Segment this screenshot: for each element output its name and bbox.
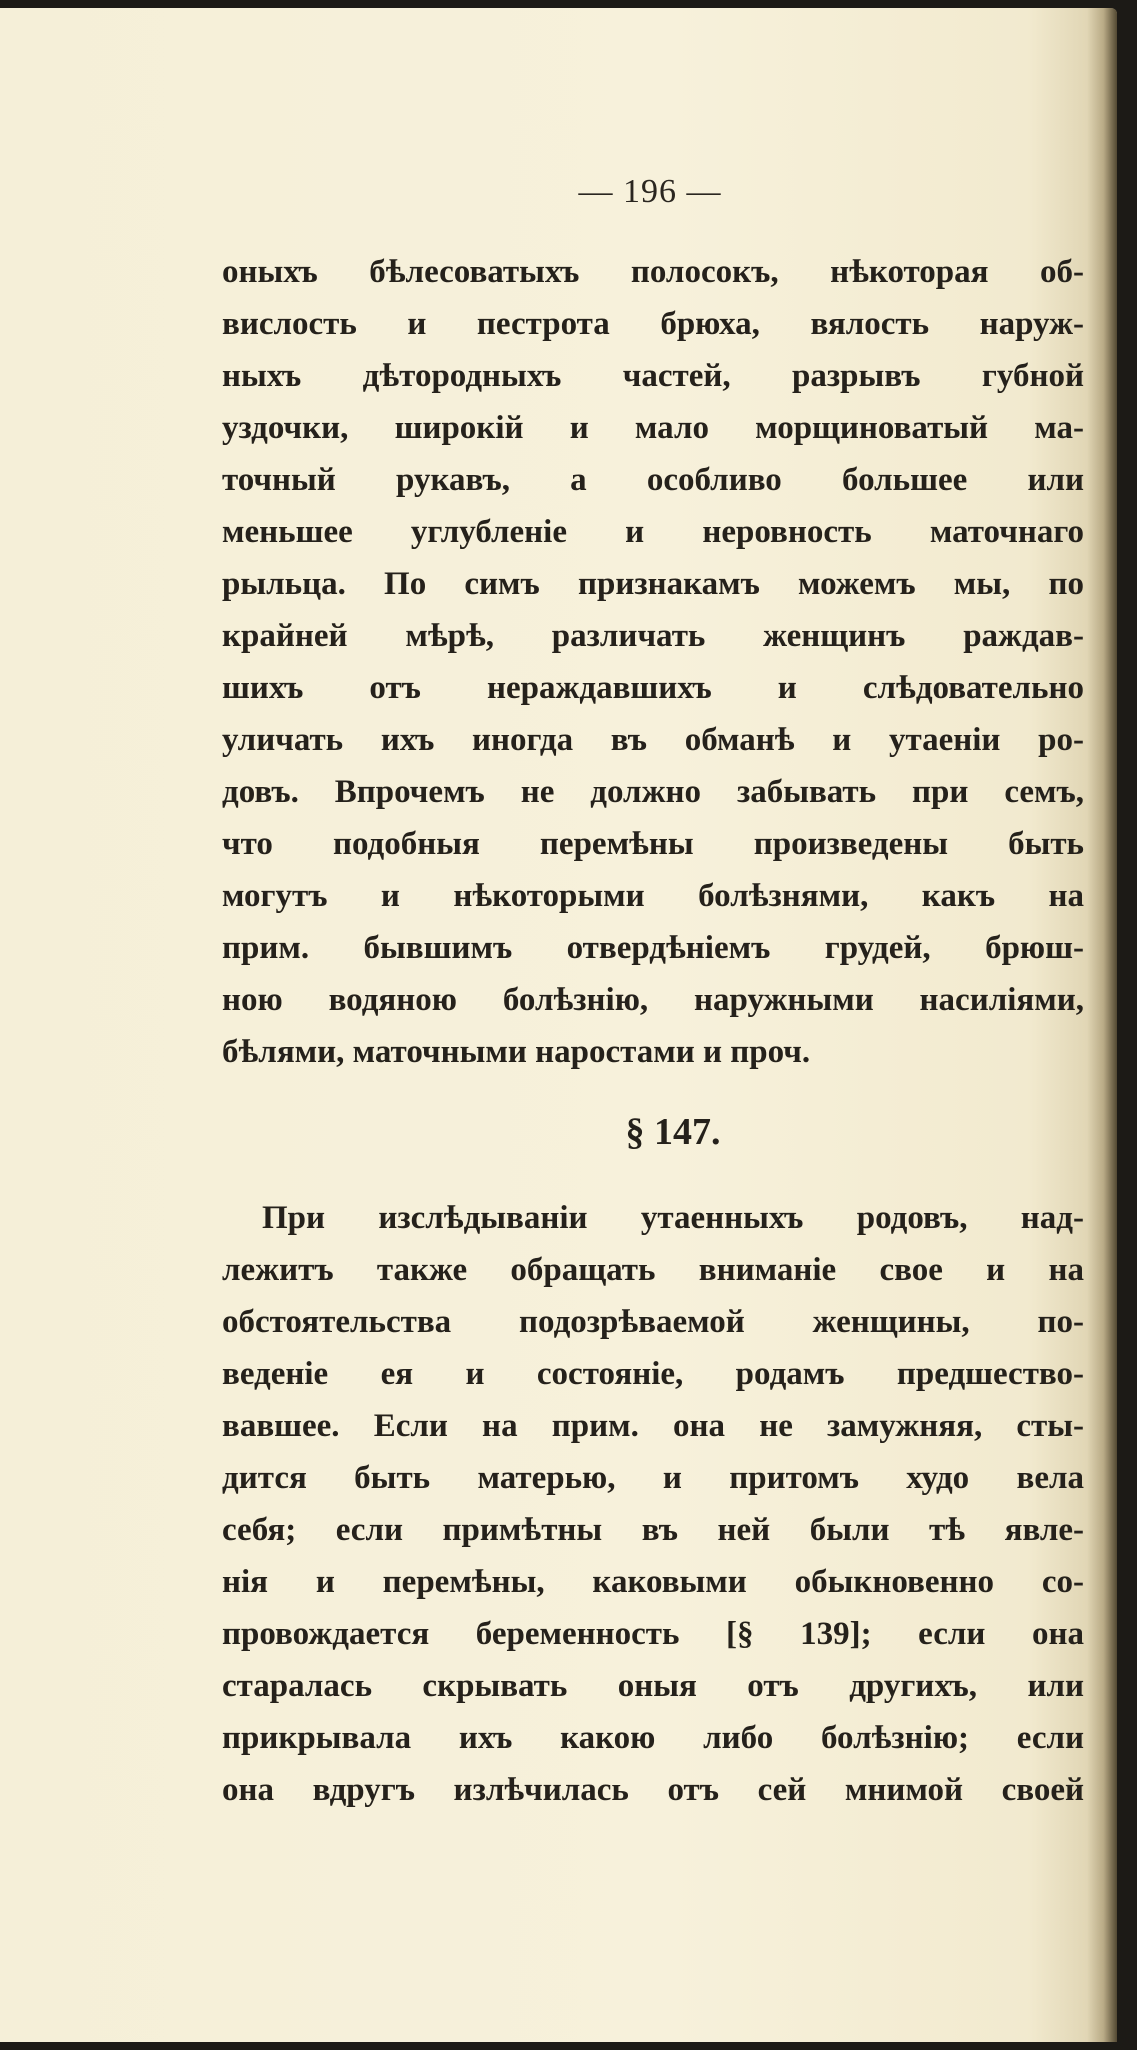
text-line: веденіе ея и состояніе, родамъ предшество- <box>222 1356 1084 1392</box>
text-line: что подобныя перемѣны произведены быть <box>222 826 1084 862</box>
text-line: обстоятельства подозрѣваемой женщины, по- <box>222 1304 1084 1340</box>
book-page <box>0 8 1117 2042</box>
paragraph-1 <box>222 246 1084 1078</box>
text-line: рыльца. По симъ признакамъ можемъ мы, по <box>222 566 1084 602</box>
text-line: уличать ихъ иногда въ обманѣ и утаеніи ро- <box>222 722 1084 758</box>
text-line: могутъ и нѣкоторыми болѣзнями, какъ на <box>222 878 1084 914</box>
text-line: При изслѣдываніи утаенныхъ родовъ, над- <box>262 1200 1084 1236</box>
text-line: дится быть матерью, и притомъ худо вела <box>222 1460 1084 1496</box>
section-heading: § 147. <box>625 1111 721 1153</box>
text-line: бѣлями, маточными наростами и проч. <box>222 1034 811 1070</box>
text-line: себя; если примѣтны въ ней были тѣ явле- <box>222 1512 1084 1548</box>
text-line: вислость и пестрота брюха, вялость наруж- <box>222 306 1084 342</box>
text-line: лежитъ также обращать вниманіе свое и на <box>222 1252 1084 1288</box>
text-line: нія и перемѣны, каковыми обыкновенно со- <box>222 1564 1084 1600</box>
text-line: старалась скрывать оныя отъ другихъ, или <box>222 1668 1084 1704</box>
text-line: ною водяною болѣзнію, наружными насиліями, <box>222 982 1084 1018</box>
text-line: крайней мѣрѣ, различать женщинъ раждав- <box>222 618 1084 654</box>
text-line: она вдругъ излѣчилась отъ сей мнимой своей <box>222 1772 1084 1808</box>
text-line: ныхъ дѣтородныхъ частей, разрывъ губной <box>222 358 1084 394</box>
page-body <box>222 246 1084 1816</box>
page-edge-shadow <box>1087 8 1117 2042</box>
paragraph-2 <box>222 1192 1084 1816</box>
text-line: точный рукавъ, а особливо большее или <box>222 462 1084 498</box>
page-number: — 196 — <box>578 173 722 210</box>
text-line: меньшее углубленіе и неровность маточнаго <box>222 514 1084 550</box>
text-line: оныхъ бѣлесоватыхъ полосокъ, нѣкоторая об- <box>222 254 1084 290</box>
text-line: шихъ отъ нераждавшихъ и слѣдовательно <box>222 670 1084 706</box>
text-line: довъ. Впрочемъ не должно забывать при семъ, <box>222 774 1084 810</box>
text-line: провождается беременность [§ 139]; если она <box>222 1616 1084 1652</box>
text-line: прикрывала ихъ какою либо болѣзнію; если <box>222 1720 1084 1756</box>
text-line: вавшее. Если на прим. она не замужняя, сты- <box>222 1408 1084 1444</box>
text-line: прим. бывшимъ отвердѣніемъ грудей, брюш- <box>222 930 1084 966</box>
text-line: уздочки, широкій и мало морщиноватый ма- <box>222 410 1084 446</box>
